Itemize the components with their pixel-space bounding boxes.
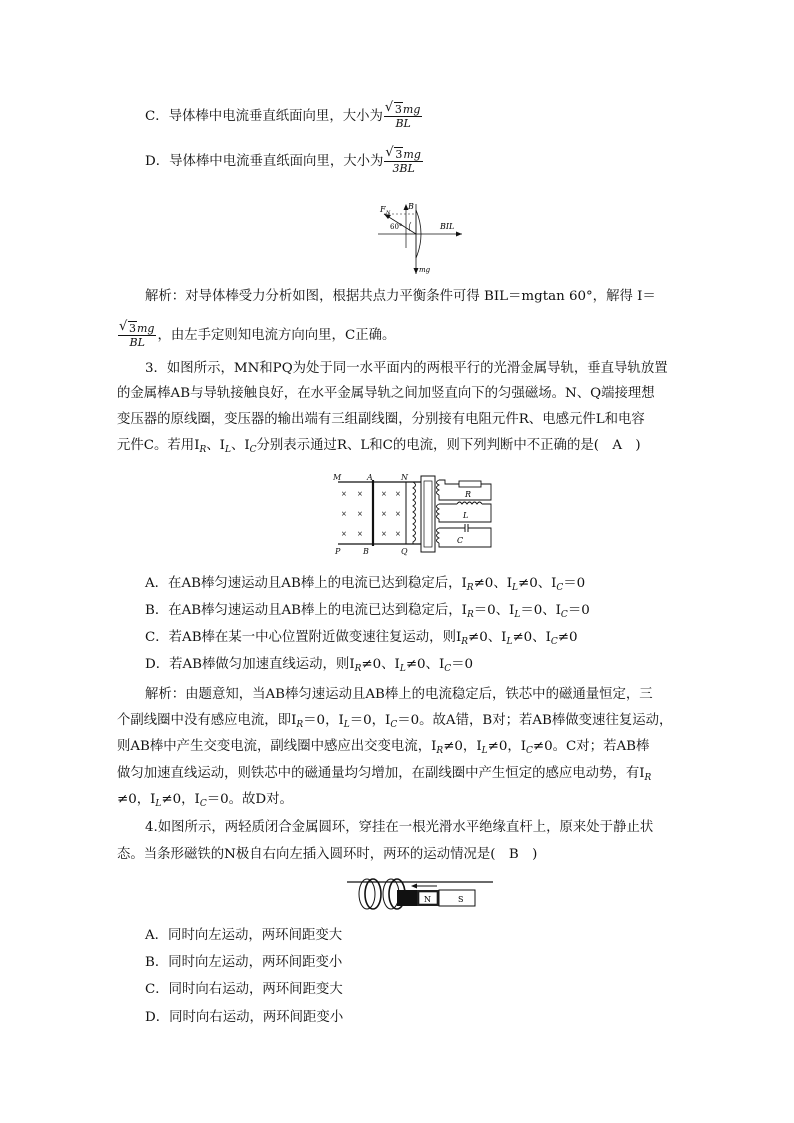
field-mark: × (341, 510, 347, 518)
q3-option-b-tail: ＝0、I (473, 603, 515, 618)
q2-force-diagram (370, 198, 470, 278)
q2-fig-bil-label: BIL (440, 222, 455, 231)
q2-fig-angle-label: 60° (390, 223, 403, 231)
q4-magnet-diagram (345, 873, 495, 913)
field-mark: × (395, 490, 401, 498)
q4-fig-n-label: N (424, 895, 431, 904)
q4-option-c: C．同时向右运动，两环间距变大 (145, 982, 343, 997)
q3-fig-c-label: C (457, 536, 464, 545)
q3-option-d-end: ＝0 (451, 657, 474, 672)
q4-stem-line1: 4.如图所示，两轻质闭合金属圆环，穿挂在一根光滑水平绝缘直杆上，原来处于静止状 (145, 820, 654, 835)
q2-fig-mg-label: mg (419, 266, 431, 274)
q3-option-a-tail: ≠0、I (473, 576, 512, 591)
q3-option-d-text: D．若AB棒做匀加速直线运动，则I (145, 657, 355, 672)
q3-stem-line1: 3．如图所示，MN和PQ为处于同一水平面内的两根平行的光滑金属导轨，垂直导轨放置 (145, 361, 668, 376)
q3-sub-c: C (550, 637, 558, 647)
q3-sub-l: L (506, 637, 513, 647)
q3-sub-r: R (466, 583, 474, 593)
q2-analysis-line1: 解析：对导体棒受力分析如图，根据共点力平衡条件可得 BIL＝mgtan 60°，解得 I＝ (145, 289, 656, 304)
q3-sub-c: C (390, 720, 398, 730)
q3-line4-b: 、I (206, 438, 225, 453)
q3-option-d-tail2: ≠0、I (405, 657, 445, 672)
q3-an3-a: 则AB棒中产生交变电流，副线圈中感应出交变电流，I (117, 739, 437, 754)
field-mark: × (395, 510, 401, 518)
q2-fig-b-label: B (408, 202, 414, 211)
q3-stem-line3: 变压器的原线圈，变压器的输出端有三组副线圈，分别接有电阻元件R、电感元件L和电容 (117, 412, 645, 427)
q3-sub-c: C (560, 610, 568, 620)
q2-option-c (145, 103, 705, 130)
q3-sub-l: L (481, 746, 488, 756)
q3-sub-r: R (461, 637, 469, 647)
q3-sub-r: R (354, 664, 362, 674)
q2-analysis-conclusion: ，由左手定则知电流方向向里，C正确。 (157, 328, 396, 343)
q3-sub-r: R (644, 773, 652, 783)
q3-an2-b: ＝0，I (303, 713, 344, 728)
q3-fig-b-label: B (363, 547, 369, 556)
q3-sub-r: R (199, 445, 207, 455)
q3-fig-l-label: L (463, 511, 469, 520)
q3-analysis-line2 (117, 711, 677, 735)
q2-option-c-text: C．导体棒中电流垂直纸面向里，大小为 (145, 109, 383, 124)
q3-option-b (145, 601, 705, 625)
q3-an5-c: ＝0。故D对。 (206, 792, 293, 807)
q3-sub-r: R (466, 610, 474, 620)
q3-option-c-tail2: ≠0、I (512, 630, 551, 645)
q2-fig-fn-label: F (380, 205, 386, 214)
q3-sub-c: C (444, 664, 452, 674)
q3-an3-b: ≠0，I (443, 739, 482, 754)
q3-an5-a: ≠0，I (117, 792, 156, 807)
field-mark: × (381, 490, 387, 498)
q3-stem-line2: 的金属棒AB与导轨接触良好，在水平金属导轨之间加竖直向下的匀强磁场。N、Q端接理想 (117, 386, 655, 401)
q3-option-c-tail: ≠0、I (468, 630, 507, 645)
q3-analysis-line4 (117, 764, 677, 788)
q2-option-d (145, 148, 705, 175)
q3-option-b-text: B．在AB棒匀速运动且AB棒上的电流已达到稳定后，I (145, 603, 467, 618)
q3-an3-c: ≠0，I (487, 739, 527, 754)
q3-option-a-text: A．在AB棒匀速运动且AB棒上的电流已达到稳定后，I (145, 576, 467, 591)
q3-an2-d: ＝0。故A错，B对；若AB棒做变速往复运动， (397, 713, 673, 728)
q3-sub-l: L (155, 799, 162, 809)
q2-analysis-fraction: √ $\frac{3mg}{BL}$ (118, 322, 156, 349)
q3-sub-c: C (249, 445, 257, 455)
q2-option-d-denominator: 3BL (392, 162, 415, 175)
q3-sub-c: C (199, 799, 207, 809)
q3-sub-l: L (514, 610, 521, 620)
q2-option-c-denominator: BL (395, 117, 411, 130)
q3-sub-l: L (224, 445, 231, 455)
q4-option-d: D．同时向右运动，两环间距变小 (145, 1010, 344, 1025)
q2-option-c-fraction: √ $\frac{3mg}{BL}$ (384, 103, 422, 130)
q3-an5-b: ≠0，I (161, 792, 200, 807)
q3-an2-c: ＝0，I (349, 713, 391, 728)
field-mark: × (381, 510, 387, 518)
q3-sub-r: R (436, 746, 444, 756)
q3-option-b-end: ＝0 (567, 603, 590, 618)
q3-sub-c: C (526, 746, 533, 756)
q3-option-c (145, 628, 705, 652)
q3-line4-d: 分别表示通过R、L和C的电流，则下列判断中不正确的是( A ) (256, 438, 641, 453)
q3-fig-q-label: Q (401, 547, 408, 556)
q3-fig-m-label: M (333, 473, 342, 482)
q3-option-d-tail: ≠0、I (361, 657, 400, 672)
q4-option-b: B．同时向左运动，两环间距变小 (145, 955, 343, 970)
field-mark: × (341, 490, 347, 498)
q2-option-d-fraction: √ $\frac{3mg}{3BL}$ (384, 148, 422, 175)
q3-line4-c: 、I (230, 438, 250, 453)
q3-sub-l: L (512, 583, 518, 593)
q3-circuit-diagram (333, 472, 513, 556)
q3-sub-r: R (296, 720, 304, 730)
q3-sub-l: L (399, 664, 406, 674)
q3-analysis-line3 (117, 737, 677, 761)
q2-fig-fn-sub: N (386, 210, 391, 216)
q3-option-a-end: ＝0 (563, 576, 586, 591)
q3-stem-line4 (117, 436, 677, 460)
q3-sub-l: L (343, 720, 350, 730)
field-mark: × (357, 530, 363, 538)
q3-option-c-text: C．若AB棒在某一中心位置附近做变速往复运动，则I (145, 630, 462, 645)
q4-fig-s-label: S (458, 895, 464, 904)
q3-analysis-line1: 解析：由题意知，当AB棒匀速运动且AB棒上的电流稳定后，铁芯中的磁通量恒定，三 (145, 687, 653, 702)
field-mark: × (341, 530, 347, 538)
q3-fig-p-label: P (335, 547, 341, 556)
field-mark: × (357, 510, 363, 518)
q3-fig-a-label: A (367, 473, 373, 482)
q3-option-c-end: ≠0 (557, 630, 578, 645)
q3-an3-d: ≠0。C对；若AB棒 (532, 739, 650, 754)
q2-option-d-text: D．导体棒中电流垂直纸面向里，大小为 (145, 154, 384, 169)
q2-analysis-line2 (117, 322, 677, 349)
q3-an4-a: 做匀加速直线运动，则铁芯中的磁通量均匀增加，在副线圈中产生恒定的感应电动势，有I (117, 766, 645, 781)
q3-an2-a: 个副线圈中没有感应电流，即I (117, 713, 297, 728)
q3-option-d (145, 655, 705, 679)
q4-stem-line2: 态。当条形磁铁的N极自右向左插入圆环时，两环的运动情况是( B ) (117, 847, 538, 862)
q3-sub-c: C (556, 583, 564, 593)
field-mark: × (357, 490, 363, 498)
q3-fig-n-label: N (401, 473, 408, 482)
field-mark: × (395, 530, 401, 538)
q4-option-a: A．同时向左运动，两环间距变大 (145, 928, 343, 943)
field-mark: × (381, 530, 387, 538)
q3-option-b-tail2: ＝0、I (520, 603, 561, 618)
q3-fig-r-label: R (465, 490, 472, 499)
q3-option-a (145, 574, 705, 598)
q2-analysis-denominator: BL (129, 336, 145, 349)
q3-option-a-tail2: ≠0、I (517, 576, 557, 591)
q3-analysis-line5 (117, 790, 677, 814)
q3-line4-a: 元件C。若用I (117, 438, 200, 453)
